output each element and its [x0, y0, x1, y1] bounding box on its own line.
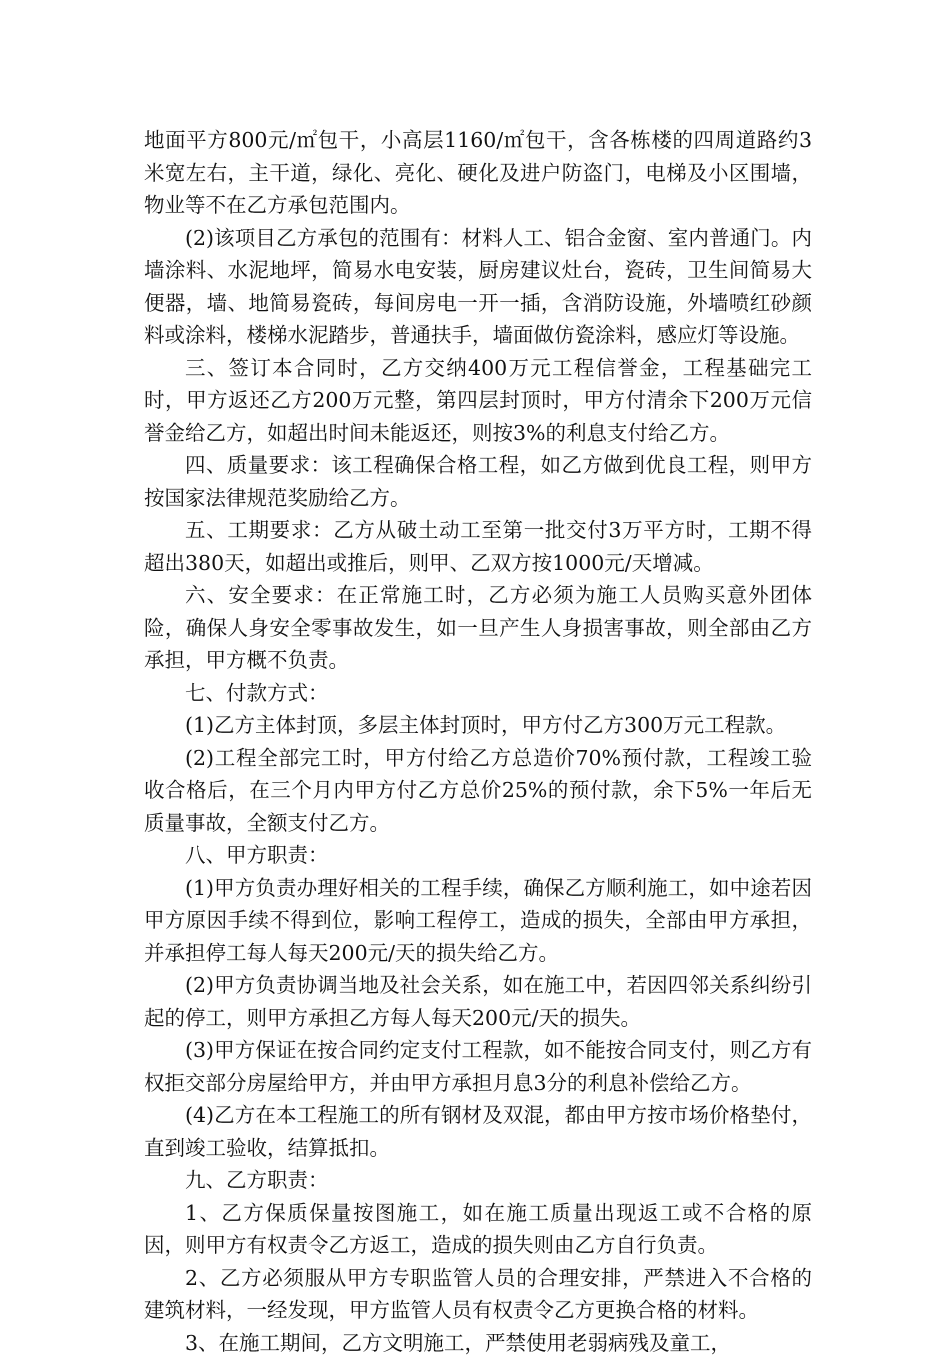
paragraph-safety-requirements: 六、安全要求：在正常施工时，乙方必须为施工人员购买意外团体险，确保人身安全零事故发生，如一旦产生人身损害事故，则全部由乙方承担，甲方概不负责。	[144, 579, 812, 677]
heading-party-a-duties: 八、甲方职责：	[144, 839, 812, 872]
paragraph-scope-exclusions: 地面平方800元/㎡包干，小高层1160/㎡包干，含各栋楼的四周道路约3米宽左右，主干道，绿化、亮化、硬化及进户防盗门，电梯及小区围墙，物业等不在乙方承包范围内。	[144, 124, 812, 222]
paragraph-party-a-duty-4: (4)乙方在本工程施工的所有钢材及双混，都由甲方按市场价格垫付，直到竣工验收，结算抵扣。	[144, 1099, 812, 1164]
paragraph-party-b-duty-3: 3、在施工期间，乙方文明施工，严禁使用老弱病残及童工，	[144, 1327, 812, 1359]
paragraph-party-a-duty-2: (2)甲方负责协调当地及社会关系，如在施工中，若因四邻关系纠纷引起的停工，则甲方承担乙方每人每天200元/天的损失。	[144, 969, 812, 1034]
paragraph-payment-1: (1)乙方主体封顶，多层主体封顶时，甲方付乙方300万元工程款。	[144, 709, 812, 742]
paragraph-schedule-requirements: 五、工期要求：乙方从破土动工至第一批交付3万平方时，工期不得超出380天，如超出或推后，则甲、乙双方按1000元/天增减。	[144, 514, 812, 579]
paragraph-quality-requirements: 四、质量要求：该工程确保合格工程，如乙方做到优良工程，则甲方按国家法律规范奖励给乙方。	[144, 449, 812, 514]
paragraph-party-a-duty-1: (1)甲方负责办理好相关的工程手续，确保乙方顺利施工，如中途若因甲方原因手续不得到位，影响工程停工，造成的损失，全部由甲方承担，并承担停工每人每天200元/天的损失给乙方。	[144, 872, 812, 970]
paragraph-credit-deposit: 三、签订本合同时，乙方交纳400万元工程信誉金，工程基础完工时，甲方返还乙方200万元整，第四层封顶时，甲方付清余下200万元信誉金给乙方，如超出时间未能返还，则按3%的利息支付给乙方。	[144, 352, 812, 450]
heading-payment-method: 七、付款方式：	[144, 677, 812, 710]
heading-party-b-duties: 九、乙方职责：	[144, 1164, 812, 1197]
paragraph-payment-2: (2)工程全部完工时，甲方付给乙方总造价70%预付款，工程竣工验收合格后，在三个月内甲方付乙方总价25%的预付款，余下5%一年后无质量事故，全额支付乙方。	[144, 742, 812, 840]
paragraph-contractor-scope: (2)该项目乙方承包的范围有：材料人工、铝合金窗、室内普通门。内墙涂料、水泥地坪，简易水电安装，厨房建议灶台，瓷砖，卫生间简易大便器，墙、地简易瓷砖，每间房电一开一插，含消防设施，外墙喷红砂颜料或涂料，楼梯水泥踏步，普通扶手，墙面做仿瓷涂料，感应灯等设施。	[144, 222, 812, 352]
paragraph-party-b-duty-2: 2、乙方必须服从甲方专职监管人员的合理安排，严禁进入不合格的建筑材料，一经发现，甲方监管人员有权责令乙方更换合格的材料。	[144, 1262, 812, 1327]
paragraph-party-a-duty-3: (3)甲方保证在按合同约定支付工程款，如不能按合同支付，则乙方有权拒交部分房屋给甲方，并由甲方承担月息3分的利息补偿给乙方。	[144, 1034, 812, 1099]
paragraph-party-b-duty-1: 1、乙方保质保量按图施工，如在施工质量出现返工或不合格的原因，则甲方有权责令乙方返工，造成的损失则由乙方自行负责。	[144, 1197, 812, 1262]
document-body	[144, 124, 812, 1359]
